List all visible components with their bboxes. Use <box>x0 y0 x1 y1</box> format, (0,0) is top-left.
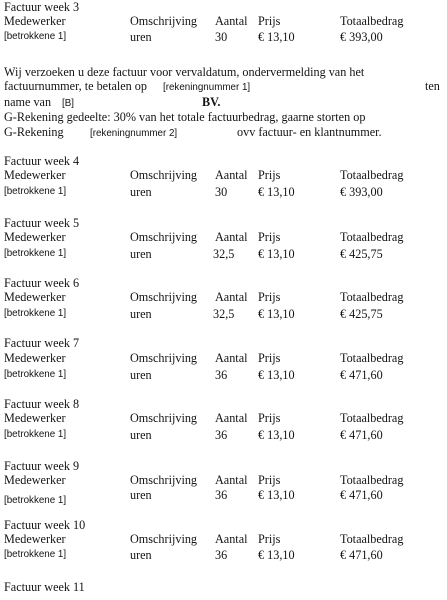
total-value: € 471,60 <box>340 368 383 382</box>
price-header: Prijs <box>258 168 281 182</box>
total-header: Totaalbedrag <box>340 168 404 182</box>
payment-line-1: Wij verzoeken u deze factuur voor vervaldatum, ondervermelding van het <box>4 65 365 79</box>
price-header: Prijs <box>258 532 281 546</box>
total-value: € 471,60 <box>340 548 383 562</box>
quantity-header: Aantal <box>215 290 248 304</box>
quantity-value: 36 <box>215 368 228 382</box>
invoice-title: Factuur week 7 <box>4 336 80 350</box>
invoice-title: Factuur week 5 <box>4 216 80 230</box>
description-value: uren <box>130 488 152 502</box>
description-value: uren <box>130 428 152 442</box>
price-header: Prijs <box>258 14 281 28</box>
employee-header: Medewerker <box>4 290 66 304</box>
quantity-header: Aantal <box>215 351 248 365</box>
price-value: € 13,10 <box>258 185 295 199</box>
description-header: Omschrijving <box>130 411 198 425</box>
quantity-value: 36 <box>215 428 228 442</box>
invoice-title: Factuur week 10 <box>4 518 86 532</box>
description-header: Omschrijving <box>130 351 198 365</box>
invoice-title: Factuur week 6 <box>4 276 80 290</box>
quantity-value: 30 <box>215 185 228 199</box>
price-header: Prijs <box>258 473 281 487</box>
price-header: Prijs <box>258 230 281 244</box>
quantity-value: 32,5 <box>213 307 235 321</box>
total-value: € 471,60 <box>340 488 383 502</box>
description-value: uren <box>130 247 152 261</box>
price-value: € 13,10 <box>258 307 295 321</box>
invoice-title: Factuur week 11 <box>4 580 85 594</box>
total-header: Totaalbedrag <box>340 473 404 487</box>
employee-value: [betrokkene 1] <box>4 429 67 440</box>
employee-value: [betrokkene 1] <box>4 186 67 197</box>
quantity-value: 36 <box>215 548 228 562</box>
quantity-header: Aantal <box>215 532 248 546</box>
quantity-value: 30 <box>215 30 228 44</box>
account-number-2: [rekeningnummer 2] <box>90 128 178 139</box>
description-header: Omschrijving <box>130 168 198 182</box>
employee-header: Medewerker <box>4 532 66 546</box>
payment-line-3: name van <box>4 95 52 109</box>
invoice-title: Factuur week 4 <box>4 154 80 168</box>
price-header: Prijs <box>258 290 281 304</box>
invoice-title: Factuur week 9 <box>4 459 80 473</box>
invoice-title: Factuur week 3 <box>4 0 80 14</box>
total-value: € 425,75 <box>340 247 383 261</box>
company-name-placeholder: [B] <box>62 98 74 109</box>
total-header: Totaalbedrag <box>340 14 404 28</box>
employee-header: Medewerker <box>4 230 66 244</box>
total-header: Totaalbedrag <box>340 290 404 304</box>
quantity-header: Aantal <box>215 14 248 28</box>
price-value: € 13,10 <box>258 488 295 502</box>
price-header: Prijs <box>258 351 281 365</box>
employee-header: Medewerker <box>4 411 66 425</box>
description-value: uren <box>130 307 152 321</box>
description-value: uren <box>130 548 152 562</box>
price-value: € 13,10 <box>258 548 295 562</box>
quantity-value: 32,5 <box>213 247 235 261</box>
total-value: € 425,75 <box>340 307 383 321</box>
description-header: Omschrijving <box>130 532 198 546</box>
employee-header: Medewerker <box>4 168 66 182</box>
employee-value: [betrokkene 1] <box>4 248 67 259</box>
quantity-header: Aantal <box>215 411 248 425</box>
price-value: € 13,10 <box>258 30 295 44</box>
total-value: € 471,60 <box>340 428 383 442</box>
employee-header: Medewerker <box>4 351 66 365</box>
total-header: Totaalbedrag <box>340 230 404 244</box>
total-value: € 393,00 <box>340 185 383 199</box>
quantity-header: Aantal <box>215 230 248 244</box>
quantity-header: Aantal <box>215 168 248 182</box>
payment-line-5-end: ovv factuur- en klantnummer. <box>237 125 382 139</box>
payment-line-2-end: ten <box>425 79 440 93</box>
price-value: € 13,10 <box>258 368 295 382</box>
price-value: € 13,10 <box>258 247 295 261</box>
employee-header: Medewerker <box>4 14 66 28</box>
description-value: uren <box>130 30 152 44</box>
payment-line-2: factuurnummer, te betalen op <box>4 79 147 93</box>
invoice-title: Factuur week 8 <box>4 397 80 411</box>
total-value: € 393,00 <box>340 30 383 44</box>
description-header: Omschrijving <box>130 230 198 244</box>
quantity-value: 36 <box>215 488 228 502</box>
payment-line-4: G-Rekening gedeelte: 30% van het totale factuurbedrag, gaarne storten op <box>4 110 366 124</box>
employee-value: [betrokkene 1] <box>4 495 67 506</box>
price-header: Prijs <box>258 411 281 425</box>
total-header: Totaalbedrag <box>340 351 404 365</box>
description-header: Omschrijving <box>130 473 198 487</box>
payment-line-5: G-Rekening <box>4 125 64 139</box>
company-suffix: BV. <box>202 95 221 109</box>
employee-value: [betrokkene 1] <box>4 549 67 560</box>
description-value: uren <box>130 185 152 199</box>
employee-header: Medewerker <box>4 473 66 487</box>
employee-value: [betrokkene 1] <box>4 308 67 319</box>
quantity-header: Aantal <box>215 473 248 487</box>
account-number-1: [rekeningnummer 1] <box>163 82 251 93</box>
description-header: Omschrijving <box>130 14 198 28</box>
employee-value: [betrokkene 1] <box>4 369 67 380</box>
description-header: Omschrijving <box>130 290 198 304</box>
total-header: Totaalbedrag <box>340 411 404 425</box>
employee-value: [betrokkene 1] <box>4 31 67 42</box>
description-value: uren <box>130 368 152 382</box>
price-value: € 13,10 <box>258 428 295 442</box>
total-header: Totaalbedrag <box>340 532 404 546</box>
